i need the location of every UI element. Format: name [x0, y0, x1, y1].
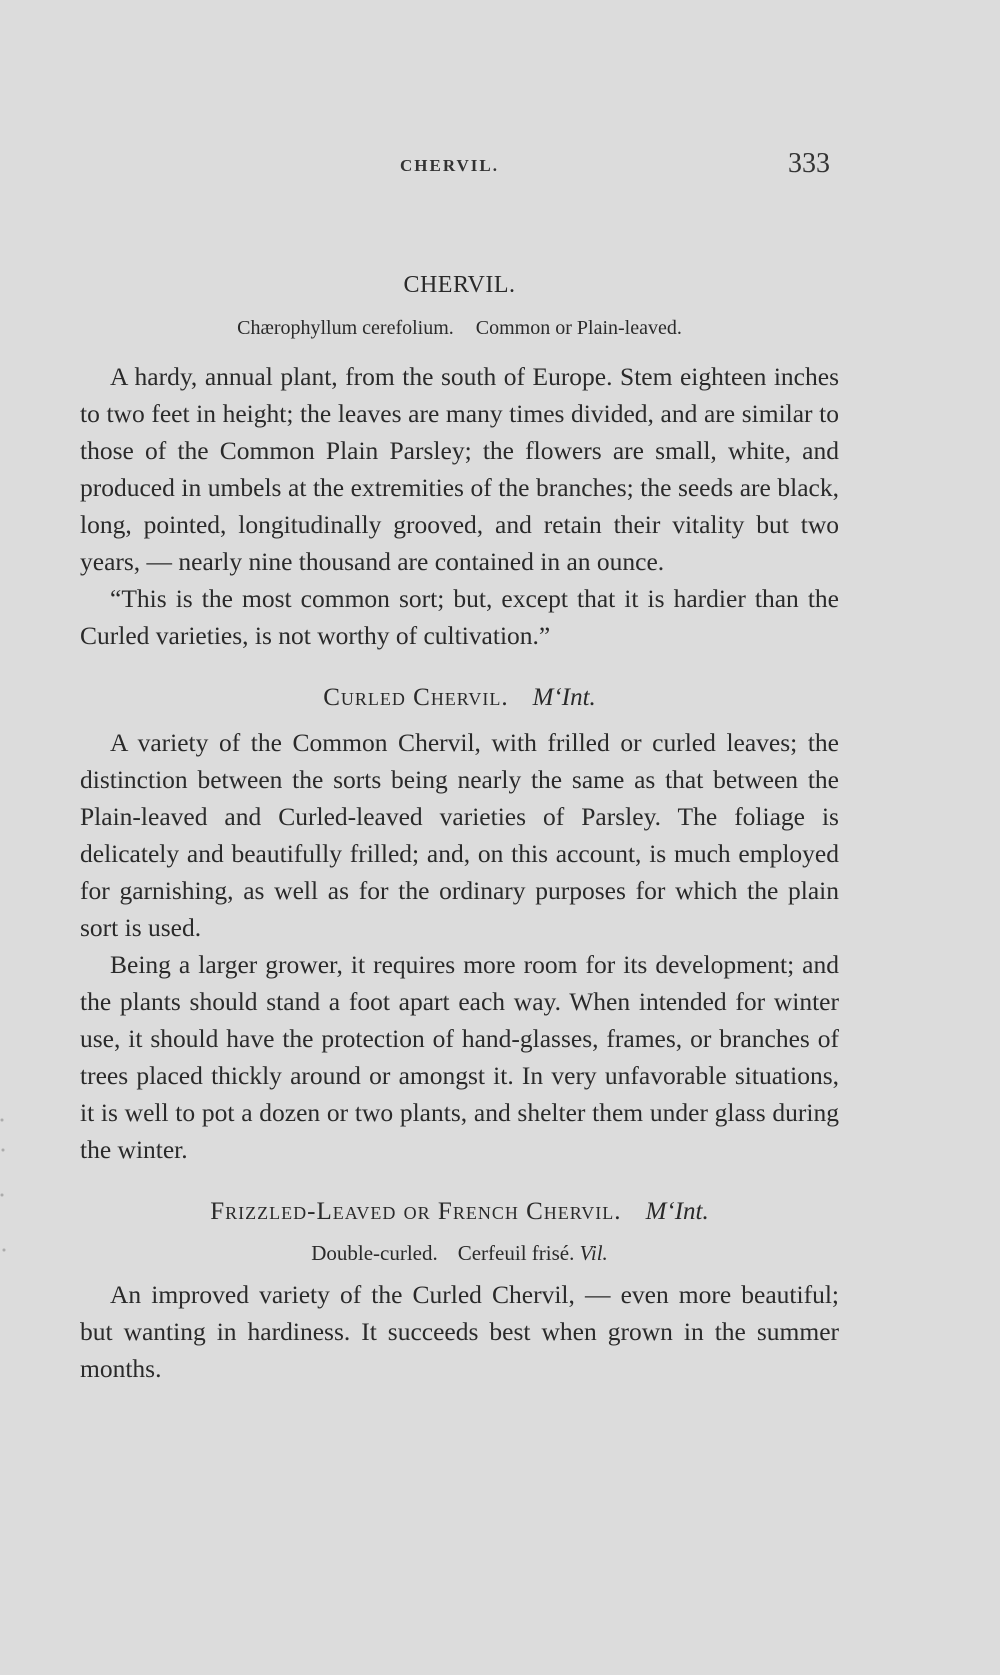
paragraph: An improved variety of the Curled Chervil, — even more beautiful; but wanting in hardiness. It succeeds best when grown in the summer months. [80, 1280, 839, 1383]
common-name: Common or Plain-leaved. [475, 317, 682, 339]
page-body [80, 268, 839, 1387]
page-number: 333 [788, 148, 830, 179]
running-title: CHERVIL. [400, 156, 499, 175]
latin-name: Chærophyllum cerefolium. [237, 317, 454, 339]
section-authority: M‘Int. [645, 1198, 709, 1225]
paragraph: A variety of the Common Chervil, with frilled or curled leaves; the distinction between the sorts being nearly the same as that between the Plain-leaved and Curled-leaved varieties of Parsley. The foliage is delicately and beautifully frilled; and, on this account, is much employed for garnishing, as well as for the ordinary purposes for which the plain sort is used. [80, 728, 839, 942]
section-heading-french-chervil [80, 1194, 839, 1230]
synonym: Double-curled. [311, 1241, 438, 1265]
running-head [0, 148, 1000, 178]
section-synonyms [80, 1238, 839, 1268]
scan-gutter-specks [0, 1100, 10, 1300]
section-heading-text: Frizzled-Leaved or French Chervil. [210, 1198, 622, 1225]
synonym: Cerfeuil frisé. [457, 1241, 575, 1265]
section-heading-curled-chervil [80, 680, 839, 716]
section-heading-text: Curled Chervil. [323, 684, 509, 711]
article-title: CHERVIL. [403, 272, 516, 298]
section-authority: M‘Int. [532, 684, 596, 711]
paragraph: Being a larger grower, it requires more room for its development; and the plants should stand a foot apart each way. When intended for winter use, it should have the protection of hand-glasses, frames, or branches of trees placed thickly around or amongst it. In very unfavorable situations, it is well to pot a dozen or two plants, and shelter them under glass during the winter. [80, 950, 839, 1164]
article-subtitle [80, 314, 839, 342]
synonym-source: Vil. [579, 1241, 608, 1265]
paragraph: A hardy, annual plant, from the south of Europe. Stem eighteen inches to two feet in height; the leaves are many times divided, and are similar to those of the Common Plain Parsley; the flowers are small, white, and produced in umbels at the extremities of the branches; the seeds are black, long, pointed, longitudinally grooved, and retain their vitality but two years, — nearly nine thousand are contained in an ounce. [80, 362, 839, 576]
paragraph-quote: “This is the most common sort; but, except that it is hardier than the Curled varieties, is not worthy of cultivation.” [80, 584, 839, 650]
